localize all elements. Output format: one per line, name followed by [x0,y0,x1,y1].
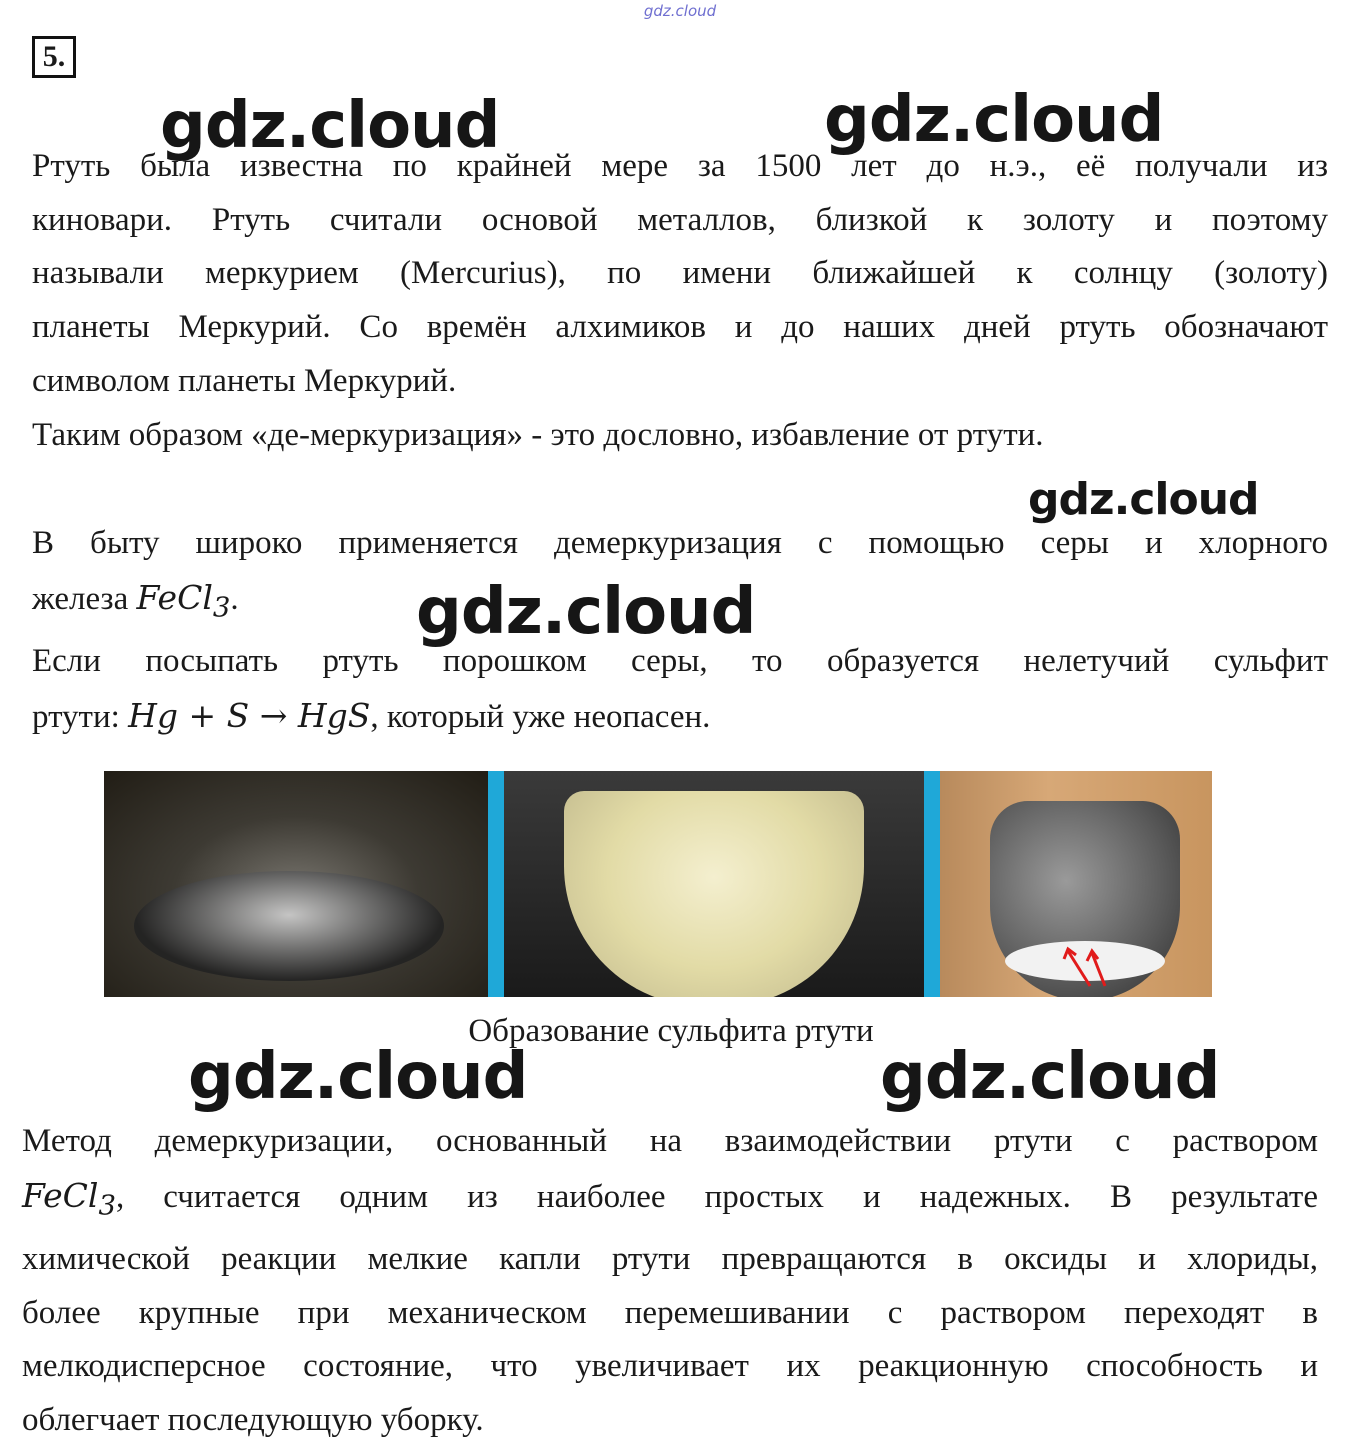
site-watermark-top: gdz.cloud [643,2,717,20]
text-line: более крупные при механическом перемешивании с раствором переходят в [22,1294,1318,1331]
figure-caption: Образование сульфита ртути [468,1013,874,1049]
mercury-drop-image [134,871,444,981]
task-number: 5. [32,36,76,78]
text-line: киновари. Ртуть считали основой металлов, близкой к золоту и поэтому [32,201,1328,238]
text-line: химической реакции мелкие капли ртути превращаются в оксиды и хлориды, [22,1241,1318,1277]
text-fragment: . [230,580,239,617]
formula-base: FeCl [136,577,213,617]
watermark: gdz.cloud [188,1040,528,1114]
photo-separator [924,771,940,997]
reaction-equation: Hg + S → HgS [128,695,371,735]
watermark: gdz.cloud [824,83,1164,157]
paragraph-fecl3-method [22,1115,1318,1448]
text-line [32,689,1328,745]
text-line: Метод демеркуризации, основанный на взаимодействии ртути с раствором [22,1123,1318,1159]
photo-separator [488,771,504,997]
text-line: называли меркурием (Mercurius), по имени ближайшей к солнцу (золоту) [32,255,1328,292]
sulfur-powder-image [564,791,864,997]
text-line: В быту широко применяется демеркуризация с помощью серы и хлорного [32,525,1328,561]
text-line: облегчает последующую уборку. [22,1402,484,1439]
formula-base: FeCl [22,1175,99,1215]
text-line: планеты Меркурий. Со времён алхимиков и до наших дней ртуть обозначают [32,309,1328,346]
text-fragment: , считается одним из наиболее простых и надежных. В результате [115,1178,1318,1215]
text-line: Таким образом «де-меркуризация» - это дословно, избавление от ртути. [32,416,1044,453]
text-line: символом планеты Меркурий. [32,362,457,399]
watermark: gdz.cloud [416,575,756,649]
text-fragment: ртути: [32,698,129,735]
text-line: мелкодисперсное состояние, что увеличивает их реакционную способность и [22,1348,1318,1385]
text-fragment: , который уже неопасен. [370,698,711,735]
paragraph-mercury-history [32,140,1328,462]
text-line: Если посыпать ртуть порошком серы, то образуется нелетучий сульфит [32,643,1328,679]
formula-subscript: 3 [98,1189,116,1222]
photo-mercury-sulfide-jar [940,771,1212,997]
photo-strip [104,771,1212,997]
watermark: gdz.cloud [160,89,500,163]
text-line: Ртуть была известна по крайней мере за 1500 лет до н.э., её получали из [32,148,1328,184]
photo-mercury-jar [104,771,488,997]
formula-fecl3 [22,1175,116,1222]
watermark: gdz.cloud [880,1040,1220,1114]
red-arrow-icon [1060,941,1120,991]
formula-subscript: 3 [212,591,231,624]
text-fragment: железа [32,580,137,617]
photo-sulfur-jar [504,771,924,997]
formula-fecl3 [136,577,231,624]
watermark: gdz.cloud [1028,474,1259,525]
text-line [22,1169,1318,1233]
